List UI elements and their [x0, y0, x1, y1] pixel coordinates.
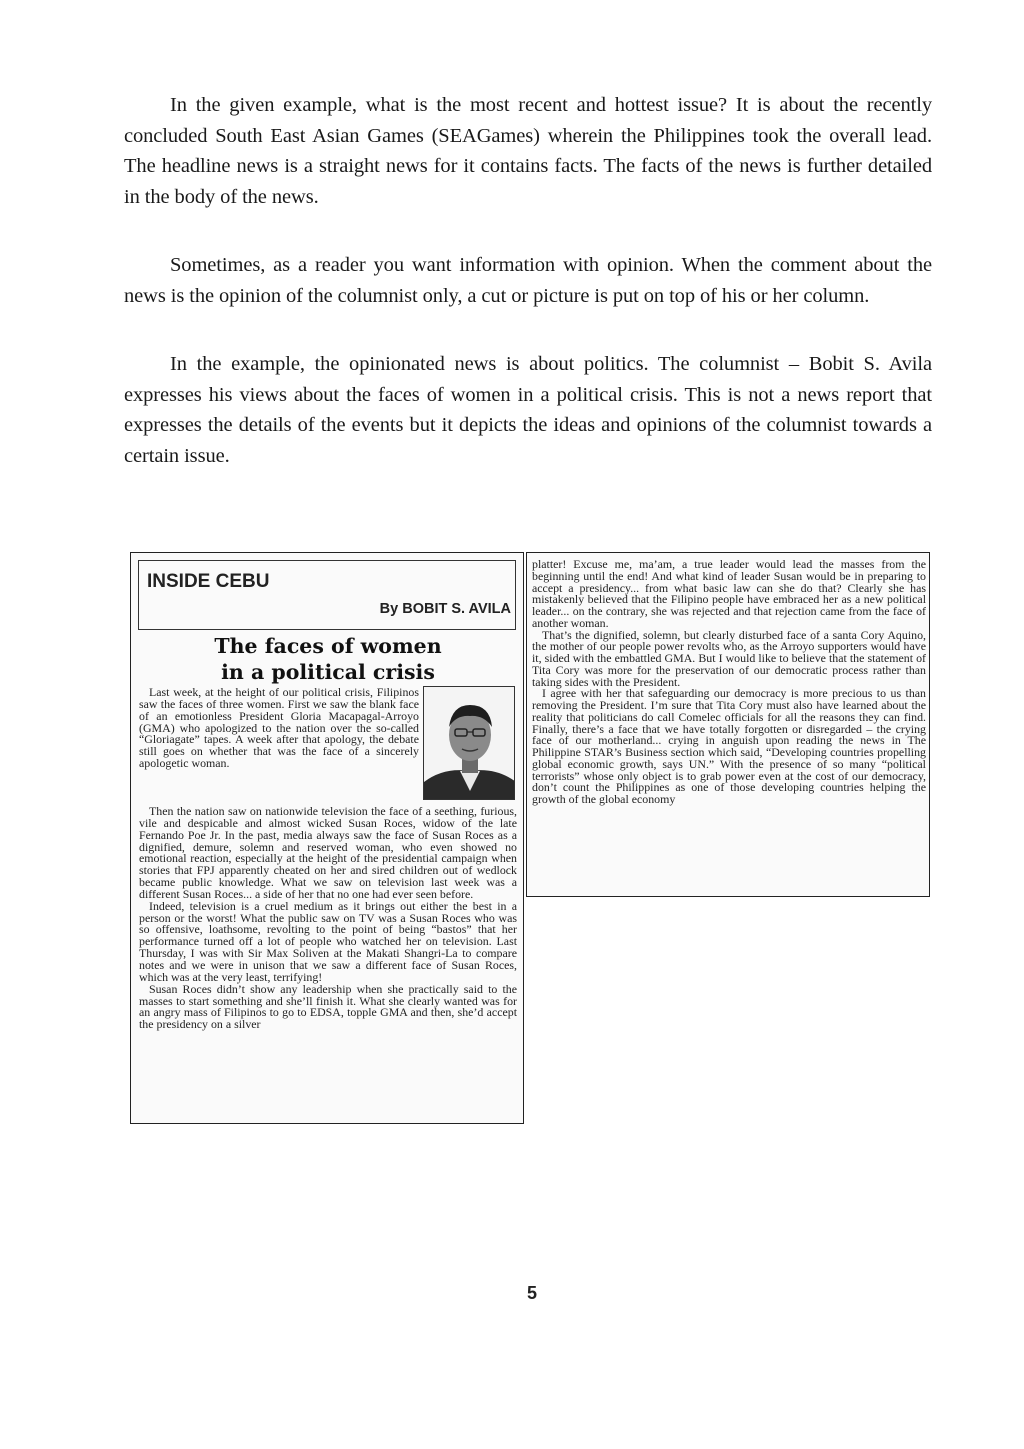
headline: [141, 633, 515, 685]
byline: By BOBIT S. AVILA: [379, 601, 511, 617]
headline-line-2: in a political crisis: [221, 660, 435, 684]
body-text: [124, 90, 932, 509]
paragraph-3: In the example, the opinionated news is about politics. The columnist – Bobit S. Avila expresses his views about the faces of women in a political crisis. This is not a news report that expresses the details of the events but it depicts the ideas and opinions of the columnist towards a certain issue.: [124, 353, 932, 467]
columnist-portrait-icon: [424, 687, 515, 800]
column-header-box: [138, 560, 516, 630]
article-paragraph-6: That’s the dignified, solemn, but clearly disturbed face of a santa Cory Aquino, the mother of our people power revolts who, as the Arroyo supporters would have it, sided with the embattled GMA. But I would like to believe that the statement of Tita Cory was more for the preservation of our democratic process rather than taking sides with the President.: [532, 627, 926, 689]
article-paragraph-7: I agree with her that safeguarding our democracy is more precious to us than removing the President. I’m sure that Tita Cory must also have learned about the reality that politicians do call Comelec officials for all the reasons they can find. Finally, there’s a face that we have totally forgotten or disregarded – the crying face of our motherland... crying in anguish upon reading the news in The Philippine STAR’s Business section which said, “Developing countries propelling global economic growth, says UN.” With the presence of so many “political terrorists” whose only object is to grab power even at the cost of our democracy, don’t count the Philippines as one of those developing countries helping the growth of the global economy: [532, 686, 926, 806]
paragraph-1: In the given example, what is the most recent and hottest issue? It is about the recently concluded South East Asian Games (SEAGames) wherein the Philippines took the overall lead. The headline news is a straight news for it contains facts. The facts of the news is further detailed in the body of the news.: [124, 94, 932, 208]
article-paragraph-4: Susan Roces didn’t show any leadership when she practically said to the masses to start something and she’ll finish it. What she clearly wanted was for an angry mass of Filipinos to go to EDSA, topple GMA and then, she’d accept the presidency on a silver: [139, 981, 517, 1032]
headline-line-1: The faces of women: [214, 634, 442, 658]
article-paragraph-5: platter! Excuse me, ma’am, a true leader would lead the masses from the beginning until the end! And what kind of leader Susan would be in preparing to accept a presidency... from what basic law can she do that? Clearly she has mistakenly believed that the Filipino people have embraced her as a new political leader... on the contrary, she was rejected and that rejection came from the face of another woman.: [532, 557, 926, 630]
column-name: INSIDE CEBU: [147, 571, 270, 592]
article-paragraph-3: Indeed, television is a cruel medium as it brings out either the best in a person or the worst! What the public saw on TV was a Susan Roces who was so offensive, loathsome, revolting to the point of being “bastos” that her performance turned off a lot of people who watched her on television. Last Thursday, I was with Sir Max Soliven at the Makati Shangri-La to compare notes and we were in unison that we saw a different face of Susan Roces, which was at the very least, terrifying!: [139, 898, 517, 984]
news-clipping-right-column: [526, 552, 930, 897]
article-right-body: [532, 559, 926, 806]
article-intro: [139, 687, 419, 770]
article-paragraph-1: Last week, at the height of our political crisis, Filipinos saw the faces of three women. First we saw the blank face of an emotionless President Gloria Macapagal-Arroyo (GMA) who apologized to the nation over the so-called “Gloriagate” tapes. A week after that apology, the debate still goes on whether that was the face of a sincerely apologetic woman.: [139, 685, 419, 771]
columnist-photo: [423, 686, 515, 800]
article-paragraph-2: Then the nation saw on nationwide television the face of a seething, furious, vile and despicable and almost wicked Susan Roces, widow of the late Fernando Poe Jr. In the past, media always saw the face of Susan Roces as a dignified, demure, solemn and reserved woman, who even showed no emotional reaction, especially at the height of the presidential campaign when stories that FPJ apparently cheated on her and sired children out of wedlock became public knowledge. What we saw on television last week was a different Susan Roces... a side of her that no one had ever seen before.: [139, 804, 517, 901]
page-number: 5: [526, 1283, 537, 1303]
news-clipping-left-column: [130, 552, 524, 1124]
article-left-body: [139, 806, 517, 1031]
paragraph-2: Sometimes, as a reader you want information with opinion. When the comment about the news is the opinion of the columnist only, a cut or picture is put on top of his or her column.: [124, 254, 932, 307]
